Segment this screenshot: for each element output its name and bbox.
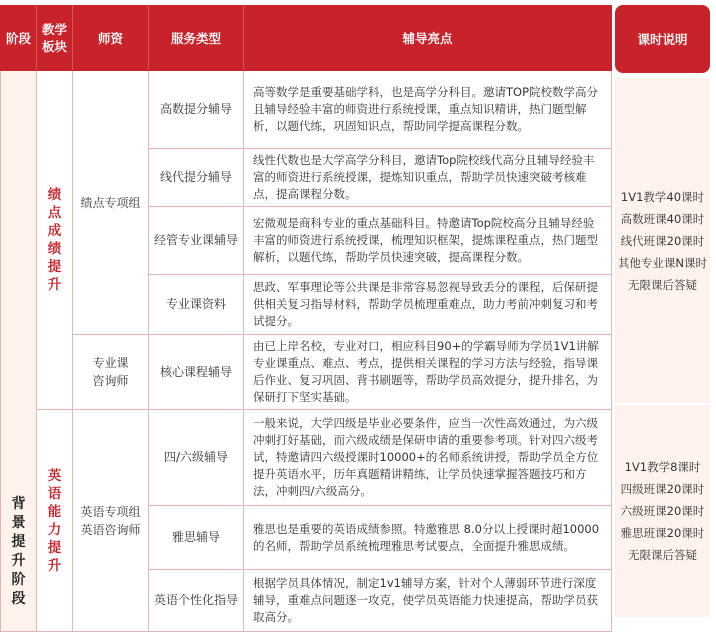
hours-box-gpa [615,78,710,403]
teacher-cell: 绩点专项组 [73,71,149,335]
highlight-cell: 宏微观是商科专业的重点基础科目。特邀请Top院校高分且辅导经验丰富的师资进行系统授课，梳理知识框架，提炼课程重点，热门题型解析，以题代练，帮助学员快速突破，提高课程分数。 [244,207,612,275]
service-cell: 雅思辅导 [149,506,244,570]
teacher-cell: 专业课咨询师 [73,335,149,410]
hours-line: 雅思班课20课时 [620,526,705,540]
service-cell: 英语个性化指导 [149,570,244,632]
section-label: 英语能力提升 [47,467,62,574]
hours-line: 四级班课20课时 [620,482,705,496]
section-label: 绩点成绩提升 [47,187,62,293]
header-teacher: 师资 [73,6,149,71]
header-stage: 阶段 [1,6,37,71]
header-section: 教学板块 [37,6,73,71]
table-row [1,71,612,149]
service-cell: 核心课程辅导 [149,335,244,410]
hours-line: 1V1教学40课时 [620,189,705,204]
highlight-cell: 根据学员具体情况，制定1v1辅导方案，针对个人薄弱环节进行深度辅导，重难点问题逐一攻克，使学员英语能力快速提高，帮助学员获取高分。 [244,570,612,632]
hours-line: 无限课后答疑 [628,548,697,562]
teacher-label: 英语专项组 英语咨询师 [80,504,141,537]
stage-cell [1,71,37,632]
header-service: 服务类型 [149,6,244,71]
highlight-cell: 由已上岸名校，专业对口，相应科目90+的学霸导师为学员1V1讲解专业课重点、难点、考点，提供相关课程的学习方法与经验，指导课后作业、复习巩固、背书刷题等，帮助学员高效提分，提升排名，为保研打下坚实基础。 [244,335,612,410]
service-cell: 线代提分辅导 [149,149,244,207]
stage-label: 背景提升阶段 [11,496,26,607]
service-cell: 四/六级辅导 [149,410,244,506]
header-highlight: 辅导亮点 [244,6,612,71]
service-table [0,5,612,632]
highlight-cell: 高等数学是重要基础学科，也是高学分科目。邀请TOP院校数学高分且辅导经验丰富的师资进行系统授课，重点知识精讲，热门题型解析，以题代练，巩固知识点，帮助同学提高课程分数。 [244,71,612,149]
table-row [1,335,612,410]
hours-line: 1V1教学8课时 [624,460,701,474]
hours-line: 线代班课20课时 [620,233,705,248]
hours-line: 无限课后答疑 [628,277,697,292]
hours-line: 高数班课40课时 [620,211,705,226]
highlight-cell: 思政、军事理论等公共课是非常容易忽视导致丢分的课程，后保研提供相关复习指导材料，帮助学员梳理重难点，助力考前冲刺复习和考试提分。 [244,275,612,335]
hours-header: 课时说明 [615,5,710,73]
section-cell-gpa [37,71,73,410]
service-cell: 高数提分辅导 [149,71,244,149]
hours-line: 其他专业课N课时 [617,255,708,270]
table-row [1,410,612,506]
section-cell-english [37,410,73,632]
highlight-cell: 线性代数也是大学高学分科目，邀请Top院校线代高分且辅导经验丰富的师资进行系统授课，提炼知识重点，帮助学员快速突破考核难点，提高课程分数。 [244,149,612,207]
highlight-cell: 一般来说，大学四级是毕业必要条件，应当一次性高效通过，为六级冲刺打好基础，而六级成绩是保研申请的重要参考项。针对四六级考试，特邀请四六级授课时10000+的名师系统讲授，帮助学员全方位提升英语水平，历年真题精讲精练，让学员快速掌握答题技巧和方法，冲刺四/六级高分。 [244,410,612,506]
hours-box-english [615,405,710,617]
header-row [1,6,612,71]
highlight-cell: 雅思也是重要的英语成绩参照。特邀雅思 8.0分以上授课时超10000的名师，帮助学员系统梳理雅思考试要点，全面提升雅思成绩。 [244,506,612,570]
teacher-cell [73,410,149,632]
service-cell: 经管专业课辅导 [149,207,244,275]
service-cell: 专业课资料 [149,275,244,335]
hours-line: 六级班课20课时 [620,504,705,518]
